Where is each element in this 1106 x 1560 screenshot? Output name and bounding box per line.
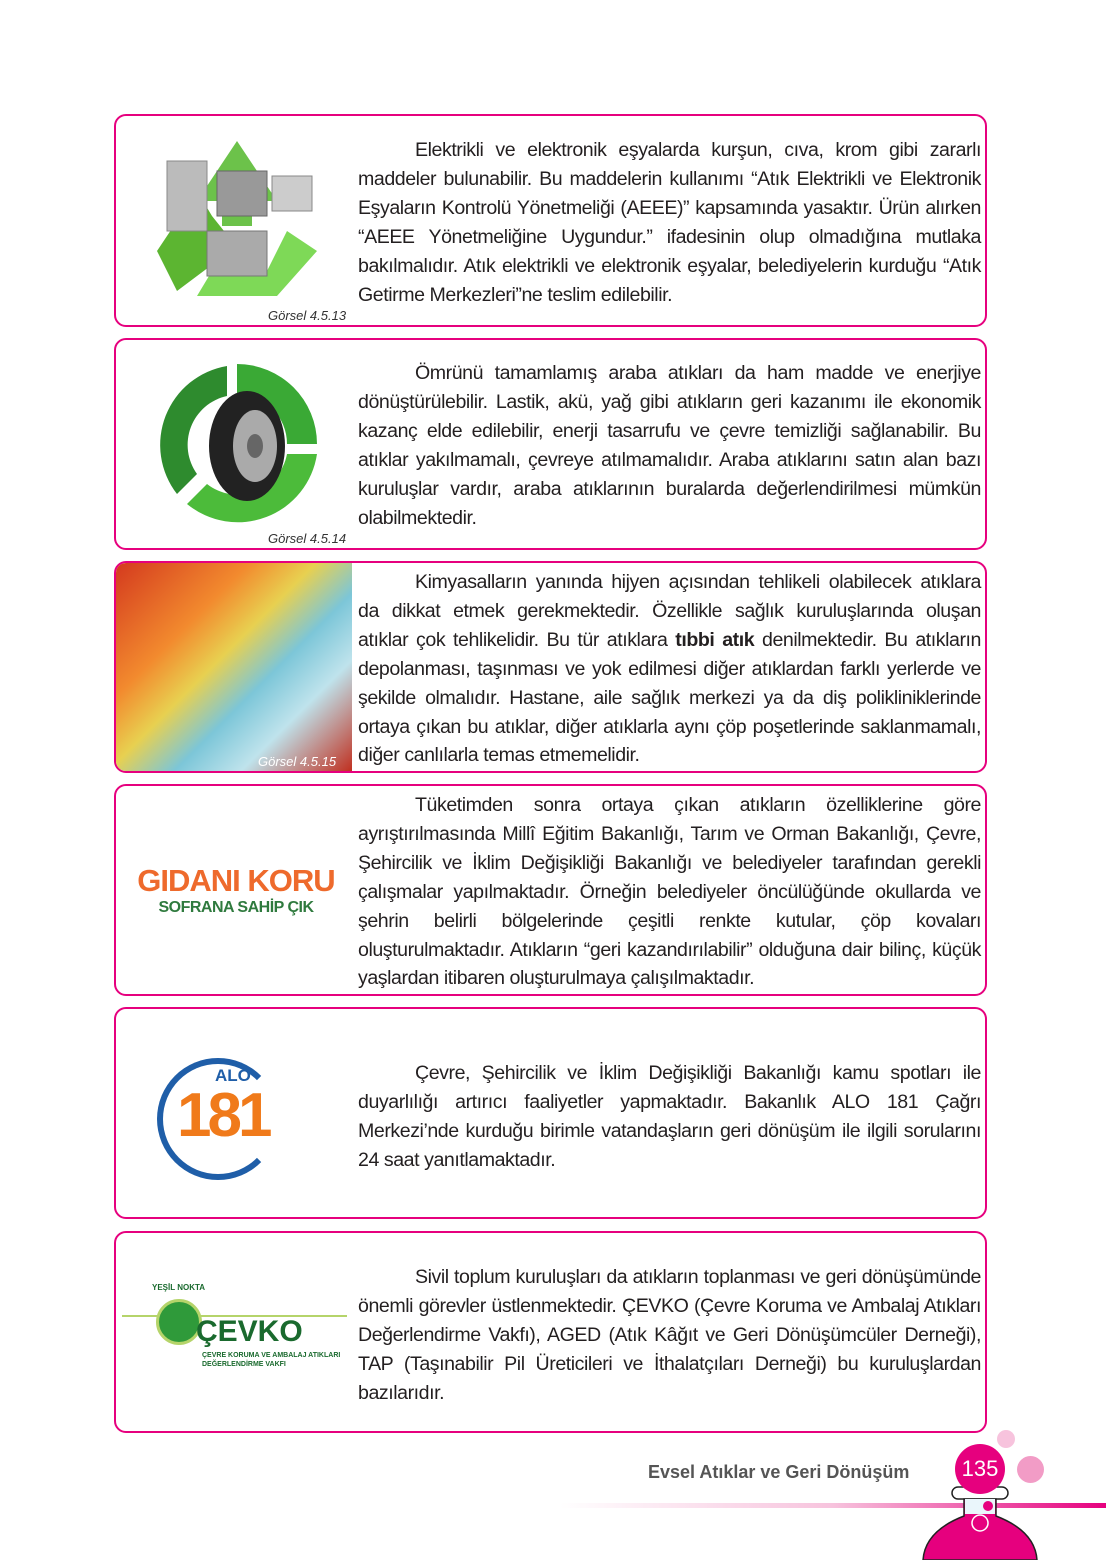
section-electronics	[114, 114, 987, 327]
logo-arc-text: YEŞİL NOKTA	[152, 1283, 206, 1292]
image-caption: Görsel 4.5.15	[258, 754, 337, 769]
medical-waste-image	[116, 563, 352, 771]
section-sorting	[114, 784, 987, 996]
text: Kimyasalların yanında hijyen açısından tehlikeli olabilecek atıklara da dikkat etmek gerekmektedir. Özellikle sağlık kuruluşlarında oluşan atıklar çok tehlikelidir. Bu tür atıklara	[358, 571, 981, 651]
recycle-icon	[137, 131, 337, 311]
gidani-koru-logo	[116, 792, 356, 988]
paragraph: Sivil toplum kuruluşları da atıkların toplanması ve geri dönüşümünde önemli görevler üstlenmektedir. ÇEVKO (Çevre Koruma ve Ambalaj Atıkları Değerlendirme Vakfı), AGED (Atık Kâğıt ve Geri Dönüşümcüler Derneği), TAP (Taşınabilir Pil Üreticileri ve İthalatçıları Derneği) bu kuruluşlardan bazılarıdır.	[358, 1266, 981, 1404]
logo-title: ÇEVKO	[196, 1315, 303, 1348]
decor-bubble	[1017, 1456, 1044, 1483]
image-caption: Görsel 4.5.13	[268, 308, 347, 323]
section-medical-waste	[114, 561, 987, 773]
cevko-logo	[122, 1239, 352, 1425]
logo-title: GIDANI KORU	[137, 863, 335, 898]
alo-181-logo	[122, 1015, 352, 1211]
paragraph: Çevre, Şehircilik ve İklim Değişikliği Bakanlığı kamu spotları ile duyarlılığı artırıcı faaliyetler yapmaktadır. Bakanlık ALO 181 Çağrı Merkezi’nde kurduğu birimle vatandaşların geri dönüşüm ile ilgili sorularını 24 saat yanıtlamaktadır.	[358, 1062, 981, 1171]
flask-icon	[920, 1486, 1040, 1560]
logo-alo: ALO	[215, 1066, 251, 1085]
section-ngos	[114, 1231, 987, 1433]
paragraph: Ömrünü tamamlamış araba atıkları da ham madde ve enerjiye dönüştürülebilir. Lastik, akü, yağ gibi atıkların geri kazanımı ile ekonomik kazanç elde edilebilir, enerji tasarrufu ve çevre temizliği sağlanabilir. Bu atıklar yakılmamalı, çevreye atılmamalıdır. Araba atıklarını satın alan bazı kuruluşlar vardır, araba atıklarının buralarda değerlendirilmesi mümkün olabilmektedir.	[358, 362, 981, 529]
footer-title: Evsel Atıklar ve Geri Dönüşüm	[648, 1462, 910, 1482]
paragraph: Elektrikli ve elektronik eşyalarda kurşun, cıva, krom gibi zararlı maddeler bulunabilir. Bu maddelerin kullanımı “Atık Elektrikli ve Elektronik Eşyaların Kontrolü Yönetmeliği (AEEE)” kapsamında yasaktır. Ürün alırken “AEEE Yönetmeliğine Uygundur.” ifadesinin olup olmadığına mutlaka bakılmalıdır. Atık elektrikli ve elektronik eşyalar, belediyelerin kurduğu “Atık Getirme Merkezleri”ne teslim edilebilir.	[358, 139, 981, 306]
logo-number: 181	[177, 1081, 269, 1150]
image-caption: Görsel 4.5.14	[268, 531, 347, 546]
decor-bubble	[997, 1430, 1015, 1448]
section-car-waste	[114, 338, 987, 550]
electronics-recycling-image	[122, 122, 352, 319]
tire-icon	[147, 354, 327, 534]
section-alo181	[114, 1007, 987, 1219]
paragraph: Tüketimden sonra ortaya çıkan atıkların özelliklerine göre ayrıştırılmasında Millî Eğitim Bakanlığı, Tarım ve Orman Bakanlığı, Çevre, Şehircilik ve İklim Değişikliği Bakanlığı ve belediyeler tarafından gerekli çalışmalar yapılmaktadır. Örneğin belediyeler öncülüğünde okullarda ve şehrin belirli bölgelerinde çeşitli renkte kutular, çöp kovaları oluşturulmaktadır. Atıkların “geri kazandırılabilir” olduğuna dair bilinç, küçük yaşlardan itibaren oluşturulmaya çalışılmaktadır.	[358, 794, 981, 990]
text: denilmektedir. Bu atıkların depolanması, taşınması ve yok edilmesi diğer atıklardan farklı yerlerde ve şekilde olmalıdır. Hastane, aile sağlık merkezi ya da diş polikliniklerinde ortaya çıkan bu atıklar, diğer atıklarla aynı çöp poşetlerinde saklanmamalı, diğer canlılarla temas etmemelidir.	[358, 628, 981, 767]
logo-subtitle: SOFRANA SAHİP ÇIK	[158, 899, 314, 916]
logo-subtitle: ÇEVRE KORUMA VE AMBALAJ ATIKLARI DEĞERLENDİRME VAKFI	[202, 1352, 341, 1368]
page-number: 135	[955, 1444, 1005, 1494]
tire-recycling-image	[122, 346, 352, 542]
paragraph	[358, 568, 981, 770]
bold-term: tıbbi atık	[675, 628, 755, 651]
